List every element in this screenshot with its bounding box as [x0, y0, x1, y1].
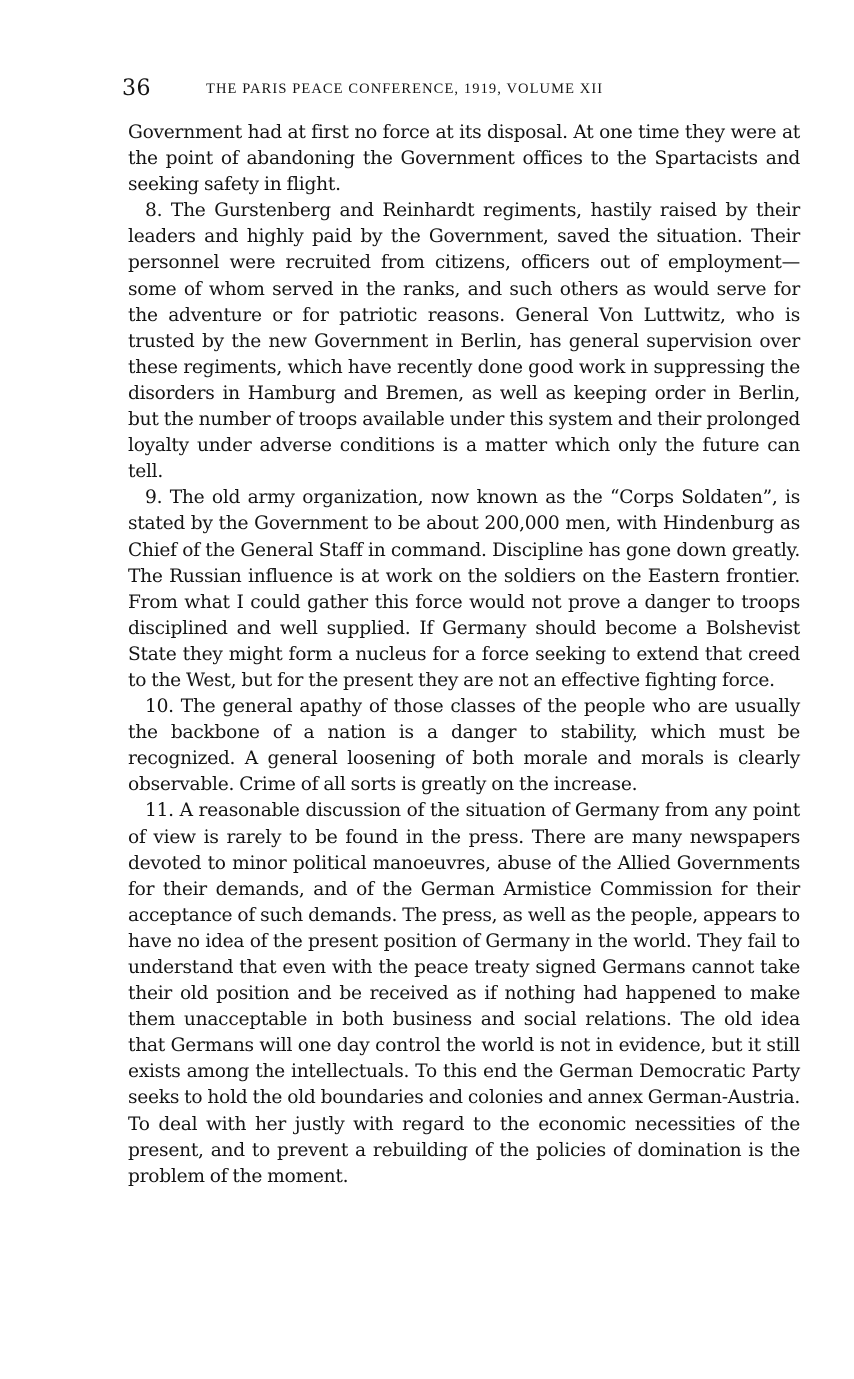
paragraph-number: 10. [145, 696, 174, 718]
paragraph-number: 9. [145, 487, 163, 509]
paragraph-number: 11. [145, 800, 174, 822]
paragraph-text: The general apathy of those classes of the people who are usually the backbone of a nation is a danger to stability, which must be recognized. A general loosening of both morale and morals is clearly observable. Crime of all sorts is greatly on the increase. [128, 696, 800, 796]
page-header [122, 74, 802, 106]
page-number: 36 [122, 76, 151, 101]
paragraph-text: The old army organization, now known as the “Corps Soldaten”, is stated by the Government to be about 200,000 men, with Hindenburg as Chief of the General Staff in command. Discipline has gone down greatly. The Russian influence is at work on the soldiers on the Eastern frontier. From what I could gather this force would not prove a danger to troops disciplined and well supplied. If Germany should become a Bolshevist State they might form a nucleus for a force seeking to extend that creed to the West, but for the present they are not an effective fighting force. [128, 487, 801, 691]
paragraph-10 [128, 694, 800, 798]
paragraph-number: 8. [145, 200, 163, 222]
paragraph-text: A reasonable discussion of the situation of Germany from any point of view is rarely to be found in the press. There are many newspapers devoted to minor political manoeuvres, abuse of the Allied Governments for their demands, and of the German Armistice Commission for their acceptance of such demands. The press, as well as the people, appears to have no idea of the present position of Germany in the world. They fail to understand that even with the peace treaty signed Germans cannot take their old position and be received as if nothing had happened to make them unacceptable in both business and social relations. The old idea that Germans will one day control the world is not in evidence, but it still exists among the intellectuals. To this end the German Democratic Party seeks to hold the old boundaries and colonies and annex German-Austria. To deal with her justly with regard to the economic necessities of the present, and to prevent a rebuilding of the policies of domination is the problem of the moment. [128, 800, 801, 1187]
body-text [128, 120, 800, 1190]
paragraph-text: The Gurstenberg and Reinhardt regiments, hastily raised by their leaders and highly paid by the Government, saved the situation. Their personnel were recruited from citizens, officers out of employment—some of whom served in the ranks, and such others as would serve for the adventure or for patriotic reasons. General Von Luttwitz, who is trusted by the new Government in Berlin, has general supervision over these regiments, which have recently done good work in suppressing the disorders in Hamburg and Bremen, as well as keeping order in Berlin, but the number of troops available under this system and their prolonged loyalty under adverse conditions is a matter which only the future can tell. [128, 200, 801, 483]
paragraph-9 [128, 485, 800, 694]
running-head: THE PARIS PEACE CONFERENCE, 1919, VOLUME XII [206, 81, 604, 97]
paragraph-continued [128, 120, 800, 198]
paragraph-8 [128, 198, 800, 485]
paragraph-11 [128, 798, 800, 1189]
paragraph-text: Government had at first no force at its disposal. At one time they were at the point of abandoning the Government offices to the Spartacists and seeking safety in flight. [128, 122, 800, 196]
